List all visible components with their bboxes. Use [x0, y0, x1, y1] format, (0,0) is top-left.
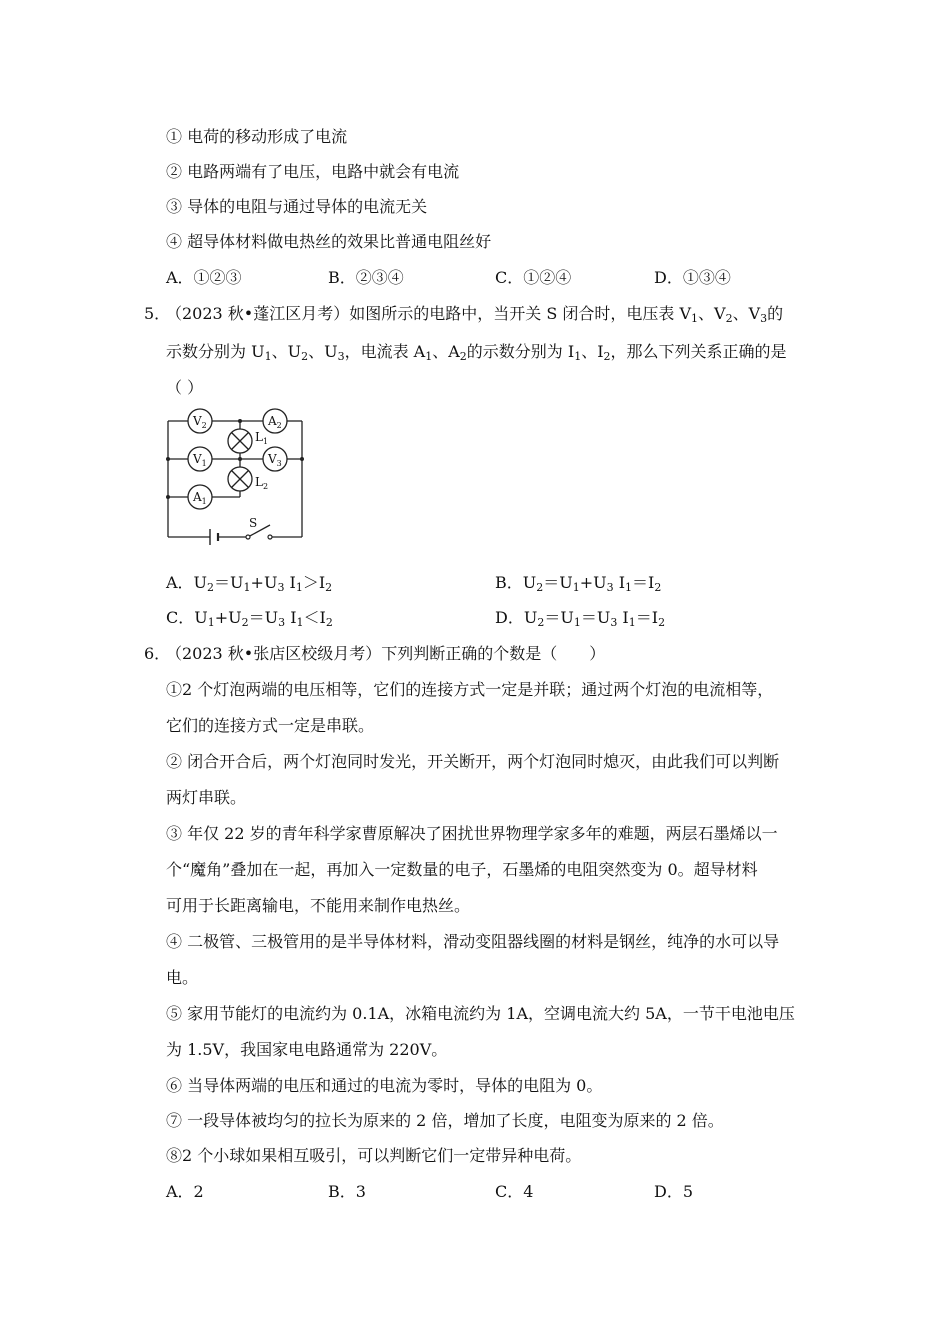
v1-label: $V_1$: [193, 452, 207, 468]
statement-4: ④ 超导体材料做电热丝的效果比普通电阻丝好: [166, 232, 492, 251]
option-a[interactable]: A．$U_2=U_1+U_3$ $I_1>I_2$: [166, 573, 333, 594]
option-d[interactable]: D．①③④: [654, 268, 731, 287]
question-stem: （2023 秋•张店区校级月考）下列判断正确的个数是（ ）: [166, 644, 606, 663]
a1-label: $A_1$: [193, 490, 207, 506]
option-b[interactable]: B．②③④: [328, 268, 404, 287]
statement-line: ⑥ 当导体两端的电压和通过的电流为零时，导体的电阻为 0。: [166, 1076, 603, 1095]
l2-label: $L_2$: [255, 475, 269, 491]
statement-line: 两灯串联。: [166, 788, 247, 807]
question-number: 6．: [144, 644, 171, 663]
v2-label: $V_2$: [193, 414, 207, 430]
statement-line: ③ 年仅 22 岁的青年科学家曹原解决了困扰世界物理学家多年的难题，两层石墨烯以一: [166, 824, 778, 843]
statement-line: ⑦ 一段导体被均匀的拉长为原来的 2 倍，增加了长度，电阻变为原来的 2 倍。: [166, 1111, 724, 1130]
statement-3: ③ 导体的电阻与通过导体的电流无关: [166, 197, 428, 216]
option-a[interactable]: A．①②③: [166, 268, 242, 287]
circuit-diagram: [160, 405, 310, 550]
answer-blank: （ ）: [166, 378, 204, 397]
option-c[interactable]: C．①②④: [495, 268, 572, 287]
option-d[interactable]: D．$U_2=U_1=U_3$ $I_1=I_2$: [495, 608, 666, 629]
statement-line: ⑧2 个小球如果相互吸引，可以判断它们一定带异种电荷。: [166, 1146, 582, 1165]
option-b[interactable]: B．3: [328, 1182, 366, 1201]
statement-line: 它们的连接方式一定是串联。: [166, 716, 375, 735]
question-stem-line-1: （2023 秋•蓬江区月考）如图所示的电路中，当开关 S 闭合时，电压表 $V_1$、$V_2$、$V_3$的: [166, 304, 784, 325]
a2-label: $A_2$: [268, 414, 282, 430]
v3-label: $V_3$: [268, 452, 282, 468]
question-stem-line-2: 示数分别为 $U_1$、$U_2$、$U_3$，电流表 $A_1$、$A_2$的示数分别为 $I_1$、$I_2$，那么下列关系正确的是: [166, 342, 787, 363]
option-c[interactable]: C．$U_1+U_2=U_3$ $I_1<I_2$: [166, 608, 333, 629]
statement-line: ④ 二极管、三极管用的是半导体材料，滑动变阻器线圈的材料是钢丝，纯净的水可以导: [166, 932, 780, 951]
statement-line: 为 1.5V，我国家电电路通常为 220V。: [166, 1040, 448, 1059]
l1-label: $L_1$: [255, 430, 269, 446]
option-a[interactable]: A．2: [166, 1182, 204, 1201]
statement-line: 可用于长距离输电，不能用来制作电热丝。: [166, 896, 471, 915]
question-number: 5．: [144, 304, 171, 323]
statement-line: ② 闭合开合后，两个灯泡同时发光，开关断开，两个灯泡同时熄灭，由此我们可以判断: [166, 752, 780, 771]
option-b[interactable]: B．$U_2=U_1+U_3$ $I_1=I_2$: [495, 573, 662, 594]
statement-line: ①2 个灯泡两端的电压相等，它们的连接方式一定是并联；通过两个灯泡的电流相等，: [166, 680, 774, 699]
statement-line: 电。: [166, 968, 199, 987]
option-d[interactable]: D．5: [654, 1182, 694, 1201]
statement-line: 个“魔角”叠加在一起，再加入一定数量的电子，石墨烯的电阻突然变为 0。超导材料: [166, 860, 758, 879]
option-c[interactable]: C．4: [495, 1182, 534, 1201]
statement-2: ② 电路两端有了电压，电路中就会有电流: [166, 162, 460, 181]
statement-line: ⑤ 家用节能灯的电流约为 0.1A，冰箱电流约为 1A，空调电流大约 5A，一节干电池电压: [166, 1004, 795, 1023]
statement-1: ① 电荷的移动形成了电流: [166, 127, 348, 146]
switch-label: S: [249, 516, 258, 530]
